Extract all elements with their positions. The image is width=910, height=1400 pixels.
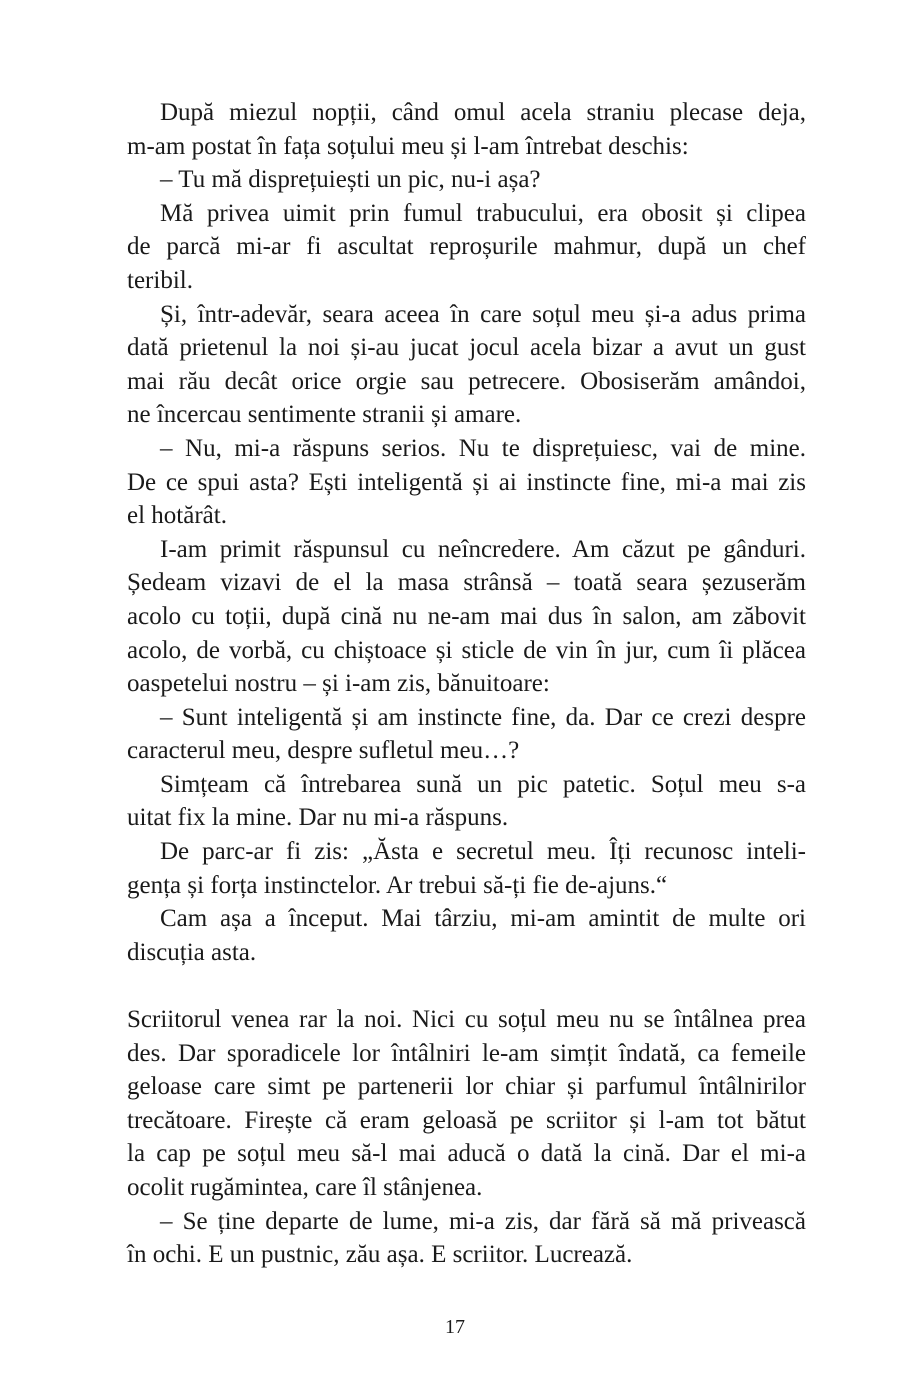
text-line: des. Dar sporadicele lor întâlniri le-am simțit îndată, ca femeile: [127, 1039, 806, 1067]
paragraph: [127, 96, 806, 163]
paragraph: [127, 163, 806, 197]
text-line: geloase care simt pe partenerii lor chiar și parfumul întâlnirilor: [127, 1073, 806, 1101]
text-line: teribil.: [127, 266, 193, 294]
text-line: m-am postat în fața soțului meu și l-am întrebat deschis:: [127, 132, 689, 160]
text-line: la cap pe soțul meu să-l mai aducă o dată la cină. Dar el mi-a: [127, 1140, 806, 1168]
text-line: acolo, de vorbă, cu chiștoace și sticle de vin în jur, cum îi plăcea: [127, 636, 806, 664]
text-line: – Sunt inteligentă și am instincte fine, da. Dar ce crezi despre: [160, 703, 806, 731]
text-line: Ședeam vizavi de el la masa strânsă – toată seara șezuserăm: [127, 569, 806, 597]
text-line: Cam așa a început. Mai târziu, mi-am amintit de multe ori: [160, 905, 806, 933]
text-line: el hotărât.: [127, 502, 227, 530]
text-line: – Tu mă disprețuiești un pic, nu-i așa?: [160, 166, 541, 194]
text-line: gența și forța instinctelor. Ar trebui să-ți fie de-ajuns.“: [127, 871, 668, 899]
text-line: discuția asta.: [127, 938, 257, 966]
paragraph: [127, 835, 806, 902]
text-line: Simțeam că întrebarea sună un pic patetic. Soțul meu s-a: [160, 770, 806, 798]
text-line: – Se ține departe de lume, mi-a zis, dar fără să mă privească: [160, 1207, 806, 1235]
text-line: uitat fix la mine. Dar nu mi-a răspuns.: [127, 804, 509, 832]
text-line: caracterul meu, despre sufletul meu…?: [127, 737, 520, 765]
text-line: oaspetelui nostru – și i-am zis, bănuitoare:: [127, 670, 550, 698]
text-line: Scriitorul venea rar la noi. Nici cu soțul meu nu se întâlnea prea: [127, 1006, 806, 1034]
section-break: [127, 969, 806, 1003]
text-line: I-am primit răspunsul cu neîncredere. Am căzut pe gânduri.: [160, 535, 806, 563]
text-line: – Nu, mi-a răspuns serios. Nu te disprețuiesc, vai de mine.: [160, 434, 806, 462]
paragraph: [127, 768, 806, 835]
body-text: [127, 96, 806, 1272]
text-line: trecătoare. Firește că eram geloasă pe scriitor și l-am tot bătut: [127, 1106, 806, 1134]
paragraph: [127, 533, 806, 701]
text-line: mai rău decât orice orgie sau petrecere. Obosiserăm amândoi,: [127, 367, 806, 395]
text-line: de parcă mi-ar fi ascultat reproșurile mahmur, după un chef: [127, 233, 806, 261]
paragraph: [127, 432, 806, 533]
paragraph: [127, 701, 806, 768]
text-line: După miezul nopții, când omul acela straniu plecase deja,: [160, 99, 806, 126]
text-line: De parc-ar fi zis: „Ăsta e secretul meu. Îți recunosc inteli-: [160, 838, 806, 866]
paragraph: [127, 298, 806, 432]
paragraph: [127, 197, 806, 298]
text-line: ne încercau sentimente stranii și amare.: [127, 401, 522, 429]
text-line: De ce spui asta? Ești inteligentă și ai instincte fine, mi-a mai zis: [127, 468, 806, 496]
paragraph: [127, 1003, 806, 1205]
text-line: Mă privea uimit prin fumul trabucului, era obosit și clipea: [160, 199, 806, 227]
text-line: în ochi. E un pustnic, zău așa. E scriitor. Lucrează.: [127, 1241, 633, 1269]
text-line: dată prietenul la noi și-au jucat jocul acela bizar a avut un gust: [127, 334, 806, 362]
text-line: ocolit rugămintea, care îl stânjenea.: [127, 1174, 483, 1201]
paragraph: [127, 902, 806, 969]
paragraph: [127, 1205, 806, 1272]
text-line: acolo cu toții, după cină nu ne-am mai dus în salon, am zăbovit: [127, 602, 806, 630]
page-number: 17: [445, 1316, 465, 1338]
text-line: Și, într-adevăr, seara aceea în care soțul meu și-a adus prima: [160, 300, 806, 328]
